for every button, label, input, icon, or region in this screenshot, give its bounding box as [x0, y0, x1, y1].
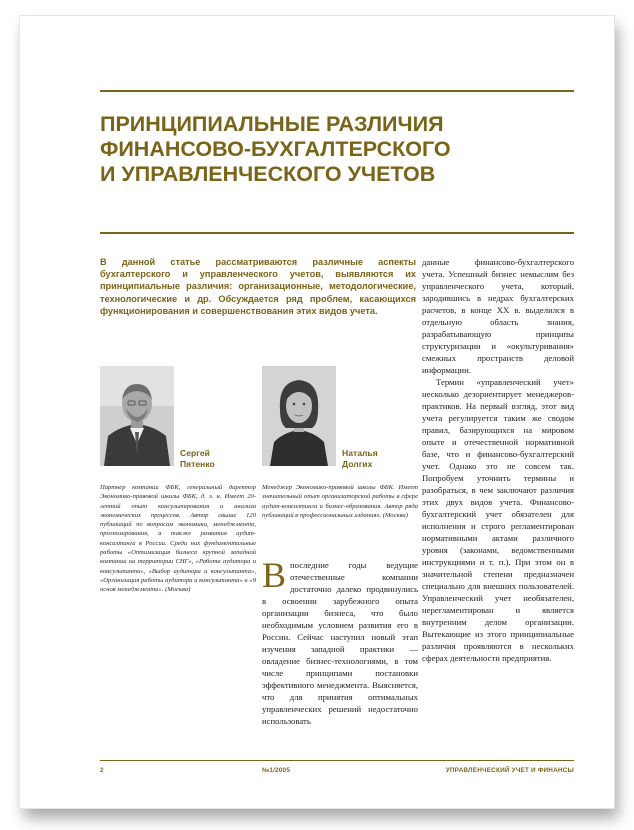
- author-photo-pyatenko: [100, 366, 174, 466]
- page-number: 2: [100, 767, 104, 774]
- footer-rule: [100, 760, 574, 761]
- author-name-pyatenko: [180, 448, 215, 469]
- title-rule: [100, 232, 574, 234]
- author-last-name: Долгих: [342, 458, 373, 469]
- top-rule: [100, 90, 574, 92]
- article-lead: В данной статье рассматриваются различные аспекты бухгалтерского и управленческого учетов, выявляются их принципиальные различия: организационные, методологические, технологические и др. Обсуждается ряд проблем, касающихся функционирования и совершенствования этих видов учета.: [100, 257, 416, 316]
- author-photo-dolgikh: [262, 366, 336, 466]
- author-last-name: Пятенко: [180, 458, 215, 469]
- article-title: [100, 112, 574, 187]
- body-paragraph: Термин «управленческий учет» несколько дезориентирует менеджеров-практиков. На первый взгляд, этот вид учета регулируется таким же сводом правил, базирующихся на мировом опыте и отечественной нормативной базе, что и финансово-бухгалтерский учет. Однако это не совсем так. Попробуем уточнить термины и разобраться, в чем заключают различия этих двух видов учета. Финансово-бухгалтерский учет обязателен для исполнения и строго регламентирован нормативными актами различного уровня (законами, ведомственными инструкциями и т. п.). При этом он в значительной степени предназначен специально для внешних пользователей. Управленческий учет необязателен, нерегламентирован и является внутренним делом организации. Вытекающие из этого принципиальные различия проявляются в нескольких сферах деятельности предприятия.: [422, 377, 574, 663]
- title-line-3: И УПРАВЛЕНЧЕСКОГО УЧЕТОВ: [100, 162, 436, 186]
- body-column-3: [422, 256, 574, 664]
- magazine-page: [20, 16, 614, 808]
- drop-cap: В: [262, 555, 287, 595]
- author-name-dolgikh: [342, 448, 378, 469]
- author-bio-dolgikh: Менеджер Экономико-правовой школы ФБК. Имеет значительный опыт организаторской работы в сфере аудит-консалтинга и бизнес-образования. Автор ряда публикаций в профессиональных изданиях. (Москва): [262, 484, 418, 519]
- body-paragraph: данные финансово-бухгалтерского учета. Успешный бизнес немыслим без управленческого учета, который, зародившись в недрах бухгалтерских расчетов, в конце XX в. выделился в отдельную область знания, разрабатывающую принципы структуризации и «окультуривания» смежных пространств деловой информации.: [422, 257, 574, 375]
- title-line-1: ПРИНЦИПИАЛЬНЫЕ РАЗЛИЧИЯ: [100, 112, 444, 136]
- author-first-name: Наталья: [342, 448, 378, 458]
- author-bio-pyatenko: Партнер компании ФБК, генеральный директор Экономико-правовой школы ФБК, д. э. н. Имеет 20-летний опыт консультирования и анализа экономических процессов. Автор свыше 120 публикаций по вопросам экономики, менеджмента, прогнозирования, а также развития аудит-консалтинга в России. Среди них фундаментальные работы «Оптимизация бизнеса крупной западной компании на территории СНГ», «Работа аудитора и консультанта», «Выбор аудитора и консультанта», «Организация работы аудитора и консультанта» и «9 основ менеджмента». (Москва): [100, 484, 256, 594]
- issue-number: №1/2005: [262, 767, 291, 774]
- body-column-2-text: последние годы ведущие отечественные компании достаточно далеко продвинулись в освоении зарубежного опыта организации бизнеса, что было необходимым условием развития его в России. Сейчас наступил новый этап изучения западной практики — овладение бизнес-технологиями, в том числе принципами постановки эффективного менеджмента. Выясняется, что для принятия оптимальных управленческих решений недостаточно использовать: [262, 560, 418, 726]
- body-column-2: [262, 555, 418, 727]
- journal-title: УПРАВЛЕНЧЕСКИЙ УЧЕТ И ФИНАНСЫ: [445, 767, 574, 774]
- portrait-man-image: [100, 366, 174, 466]
- author-first-name: Сергей: [180, 448, 210, 458]
- portrait-woman-image: [262, 366, 336, 466]
- title-line-2: ФИНАНСОВО-БУХГАЛТЕРСКОГО: [100, 137, 451, 161]
